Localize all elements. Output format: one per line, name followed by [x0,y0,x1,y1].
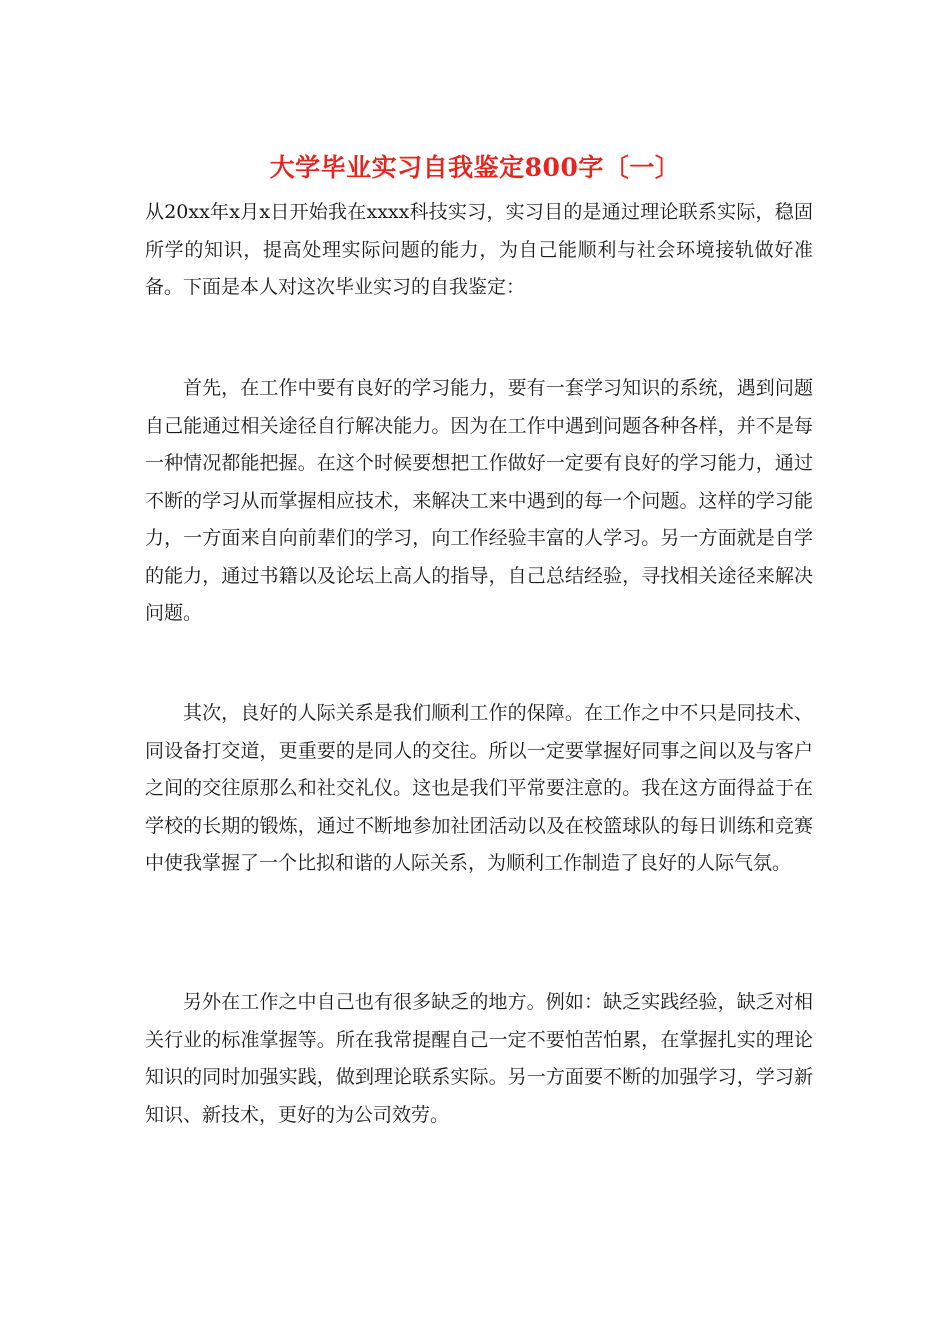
document-title: 大学毕业实习自我鉴定800字〔一〕 [269,153,681,182]
intro-paragraph: 从20xx年x月x日开始我在xxxx科技实习，实习目的是通过理论联系实际，稳固所学的知识，提高处理实际问题的能力，为自己能顺利与社会环境接轨做好准备。下面是本人对这次毕业实习的自我鉴定： [145,201,813,298]
third-paragraph: 另外在工作之中自己也有很多缺乏的地方。例如：缺乏实践经验，缺乏对相关行业的标准掌握等。所在我常提醒自己一定不要怕苦怕累，在掌握扎实的理论知识的同时加强实践，做到理论联系实际。另一方面要不断的加强学习，学习新知识、新技术，更好的为公司效劳。 [145,991,813,1126]
first-paragraph: 首先，在工作中要有良好的学习能力，要有一套学习知识的系统，遇到问题自己能通过相关途径自行解决能力。因为在工作中遇到问题各种各样，并不是每一种情况都能把握。在这个时候要想把工作做好一定要有良好的学习能力，通过不断的学习从而掌握相应技术，来解决工来中遇到的每一个问题。这样的学习能力，一方面来自向前辈们的学习，向工作经验丰富的人学习。另一方面就是自学的能力，通过书籍以及论坛上高人的指导，自己总结经验，寻找相关途径来解决问题。 [145,377,813,624]
second-paragraph: 其次，良好的人际关系是我们顺利工作的保障。在工作之中不只是同技术、同设备打交道，更重要的是同人的交往。所以一定要掌握好同事之间以及与客户之间的交往原那么和社交礼仪。这也是我们平常要注意的。我在这方面得益于在学校的长期的锻炼，通过不断地参加社团活动以及在校篮球队的每日训练和竞赛中使我掌握了一个比拟和谐的人际关系，为顺利工作制造了良好的人际气氛。 [145,702,813,874]
